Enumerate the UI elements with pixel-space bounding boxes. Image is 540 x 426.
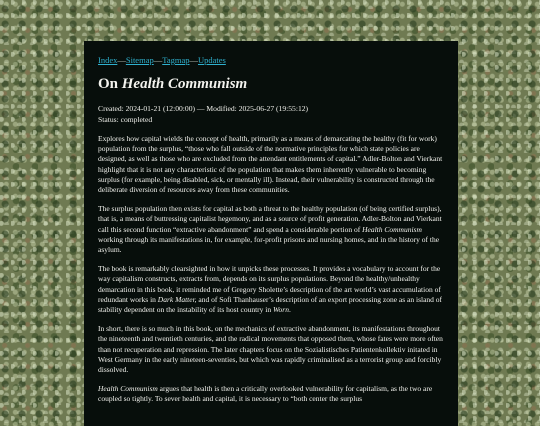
paragraph-5 [98,384,444,404]
book-title: Health Communism [362,224,422,234]
nav-link-updates[interactable]: Updates [197,55,226,65]
paragraph-4: In short, there is so much in this book, on the mechanics of extractive abandonment, its manifestations throughout the nineteenth and twentieth centuries, and the radical movements that opposed them, whose fates were more often than not recuperation and repression. The later chapters focus on the Sozialistisches Patientenkollektiv initated in West Germany in the early nineteen-seventies, but which was rapidly criminalised as a terrorist group and forcibly dissolved. [98,324,443,375]
book-title: Dark Matter, [157,294,197,304]
site-nav [98,54,444,66]
nav-link-sitemap[interactable]: Sitemap [125,55,154,65]
paragraph-text: The book is remarkably clearsighted in how it unpicks these processes. It provides a vocabulary to account for the way capitalism constructs, extracts from, depends on its surplus populations. Beyond the healthy/unhealthy demarcation in this book, it reminded me of Gregory Sholette’s description of the art world’s vast accumulation of redundant works in [98,264,441,304]
paragraph-text: and of Sofi Thanhauser’s description of an export processing zone as an island of stability dependent on the instability of its host country in [98,294,443,315]
nav-link-tagmap[interactable]: Tagmap [162,55,190,65]
page-title-book: Health Communism [121,76,248,92]
page-title [98,75,444,93]
nav-separator: — [189,55,198,65]
created-label: Created: [98,104,126,113]
status-value: completed [120,115,153,124]
book-title: Health Communism [98,384,158,394]
paragraph-text: argues that health is then a critically overlooked vulnerability for capitalism, as the two are coupled so tightly. To sever health and capital, it is necessary to “both center the surplus [98,384,433,404]
book-title: Worn [272,305,289,315]
page-meta [98,103,444,125]
nav-link-index[interactable]: Index [98,55,118,65]
paragraph-text: working through its manifestations in, for example, for-profit prisons and nursing homes, and in the history of the asylum. [98,234,440,255]
modified-date: 2025-06-27 (19:55:12) [238,104,309,113]
modified-label: — Modified: [195,104,239,113]
nav-separator: — [153,55,163,65]
content-panel [84,41,458,426]
paragraph-2 [98,204,444,255]
status-label: Status: [98,115,121,124]
status-line [98,114,444,125]
dates-line [98,103,444,114]
created-date: 2024-01-21 (12:00:00) [125,104,196,113]
paragraph-text: . [288,305,291,315]
paragraph-3 [98,264,444,315]
page-title-prefix: On [98,76,122,92]
nav-separator: — [117,55,126,65]
paragraph-1: Explores how capital wields the concept of health, primarily as a means of demarcating the healthy (fit for work) population from the surplus, “those who fall outside of the normative principles for which state policies are designed, as well as those who are excluded from the attendant entitlements of capital.” Adler-Bolton and Vierkant highlight that it is not any characteristic of the population that makes them inherently vulnerable to becoming surplus (for example, being disabled, sick, or mentally ill). Instead, their vulnerability is constructed through the deliberate diversion of resources away from these communities. [98,134,443,195]
paragraph-text: The surplus population then exists for capital as both a threat to the healthy population (of being certified surplus), that is, a means of buttressing capitalist hegemony, and as a source of profit generation. Adler-Bolton and Vierkant call this second function “extractive abandonment” and spend a considerable portion of [98,204,442,234]
